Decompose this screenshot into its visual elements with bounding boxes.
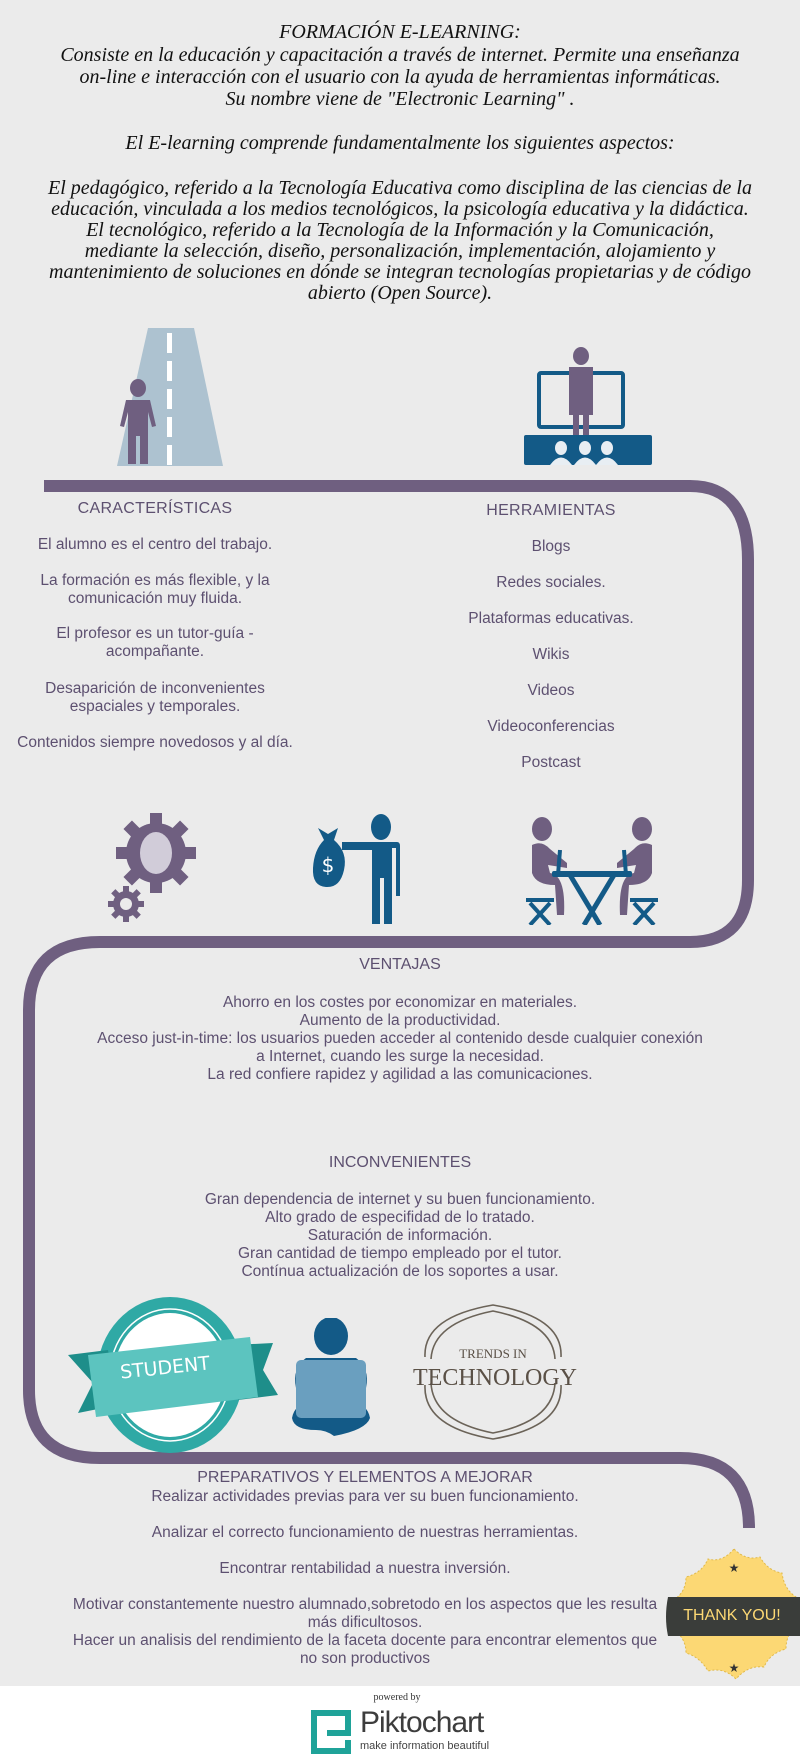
footer <box>0 1686 800 1760</box>
powered-by-label: powered by <box>373 1692 421 1703</box>
ventaja-item: La red confiere rapidez y agilidad a las comunicaciones. <box>207 1066 593 1083</box>
caracteristica-item: El profesor es un tutor-guía - acompañante. <box>56 625 254 660</box>
preparativo-item: Motivar constantemente nuestro alumnado,sobretodo en los aspectos que les resulta <box>72 1596 658 1613</box>
preparativo-item: no son productivos <box>299 1650 431 1667</box>
preparativo-item: Realizar actividades previas para ver su buen funcionamiento. <box>151 1488 579 1505</box>
student-badge-label: STUDENT <box>119 1352 211 1384</box>
inconveniente-item: Gran cantidad de tiempo empleado por el tutor. <box>238 1245 562 1262</box>
herramientas-heading: HERRAMIENTAS <box>486 502 616 519</box>
svg-text:★: ★ <box>728 1661 740 1675</box>
piktochart-logo-icon <box>311 1710 353 1754</box>
inconveniente-item: Saturación de información. <box>307 1227 493 1244</box>
preparativo-item: Analizar el correcto funcionamiento de nuestras herramientas. <box>151 1524 579 1541</box>
svg-text:$: $ <box>321 853 335 877</box>
ventaja-item: Acceso just-in-time: los usuarios pueden acceder al contenido desde cualquier conexión <box>97 1030 703 1047</box>
aspects-heading: El E-learning comprende fundamentalmente los siguientes aspectos: <box>125 132 675 154</box>
aspect-line: El pedagógico, referido a la Tecnología Educativa como disciplina de las ciencias de la <box>48 177 752 199</box>
herramienta-item: Postcast <box>521 754 581 771</box>
meeting-icon <box>522 815 662 925</box>
caracteristica-item: Contenidos siempre novedosos y al día. <box>17 734 293 751</box>
definition-line: Su nombre viene de "Electronic Learning" . <box>225 88 575 110</box>
preparativo-item: Encontrar rentabilidad a nuestra inversión. <box>219 1560 511 1577</box>
ventajas-heading: VENTAJAS <box>359 956 441 973</box>
ventaja-item: Aumento de la productividad. <box>299 1012 501 1029</box>
preparativos-heading: PREPARATIVOS Y ELEMENTOS A MEJORAR <box>197 1469 533 1486</box>
piktochart-brand[interactable]: Piktochart <box>360 1706 484 1739</box>
student-laptop-icon <box>286 1318 376 1438</box>
trends-small-label: TRENDS IN <box>459 1346 527 1361</box>
aspect-line: mediante la selección, diseño, personalización, implementación, alojamiento y <box>84 240 716 262</box>
herramienta-item: Redes sociales. <box>496 574 606 591</box>
herramientas-section <box>440 500 662 780</box>
inconveniente-item: Gran dependencia de internet y su buen funcionamiento. <box>204 1191 596 1208</box>
piktochart-tagline: make information beautiful <box>360 1740 490 1752</box>
caracteristica-item: Desaparición de inconvenientes espaciales y temporales. <box>45 680 265 715</box>
herramienta-item: Videoconferencias <box>487 718 615 735</box>
caracteristicas-heading: CARACTERÍSTICAS <box>77 500 233 517</box>
herramienta-item: Wikis <box>532 646 570 663</box>
aspect-line: El tecnológico, referido a la Tecnología de la Información y la Comunicación, <box>86 219 714 241</box>
inconvenientes-heading: INCONVENIENTES <box>328 1154 472 1171</box>
definition-line: Consiste en la educación y capacitación a través de internet. Permite una enseñanza <box>60 44 740 66</box>
trends-big-label: TECHNOLOGY <box>413 1365 577 1391</box>
inconveniente-item: Contínua actualización de los soportes a usar. <box>241 1263 559 1280</box>
inconveniente-item: Alto grado de especifidad de lo tratado. <box>265 1209 535 1226</box>
person-icon <box>116 378 160 468</box>
definition-line: on-line e interacción con el usuario con la ayuda de herramientas informáticas. <box>79 66 721 88</box>
caracteristica-item: La formación es más flexible, y la comunicación muy fluida. <box>40 572 270 607</box>
teacher-presentation-icon <box>520 345 660 470</box>
herramienta-item: Blogs <box>531 538 571 555</box>
aspect-line: educación, vinculada a los medios tecnológicos, la psicología educativa y la didáctica. <box>51 198 749 220</box>
spacer <box>0 1506 730 1524</box>
aspect-line: abierto (Open Source). <box>307 282 493 304</box>
svg-text:★: ★ <box>728 1561 740 1575</box>
herramienta-item: Plataformas educativas. <box>468 610 634 627</box>
gears-icon <box>108 813 198 923</box>
herramienta-item: Videos <box>527 682 575 699</box>
caracteristica-item: El alumno es el centro del trabajo. <box>37 536 273 553</box>
preparativo-item: más dificultosos. <box>307 1614 423 1631</box>
ventaja-item: Ahorro en los costes por economizar en materiales. <box>222 994 578 1011</box>
page-title: FORMACIÓN E-LEARNING: <box>279 21 521 43</box>
ventaja-item: a Internet, cuando les surge la necesidad. <box>256 1048 544 1065</box>
caracteristicas-section <box>0 498 310 758</box>
preparativo-item: Hacer un analisis del rendimiento de la faceta docente para encontrar elementos que <box>72 1632 658 1649</box>
aspect-line: mantenimiento de soluciones en dónde se integran tecnologías propietarias y de código <box>49 261 751 283</box>
preparativos-list <box>0 1488 730 1668</box>
money-investment-icon <box>312 812 404 927</box>
thank-you-label: THANK YOU! <box>683 1607 781 1624</box>
spacer <box>0 1578 730 1596</box>
spacer <box>0 1542 730 1560</box>
